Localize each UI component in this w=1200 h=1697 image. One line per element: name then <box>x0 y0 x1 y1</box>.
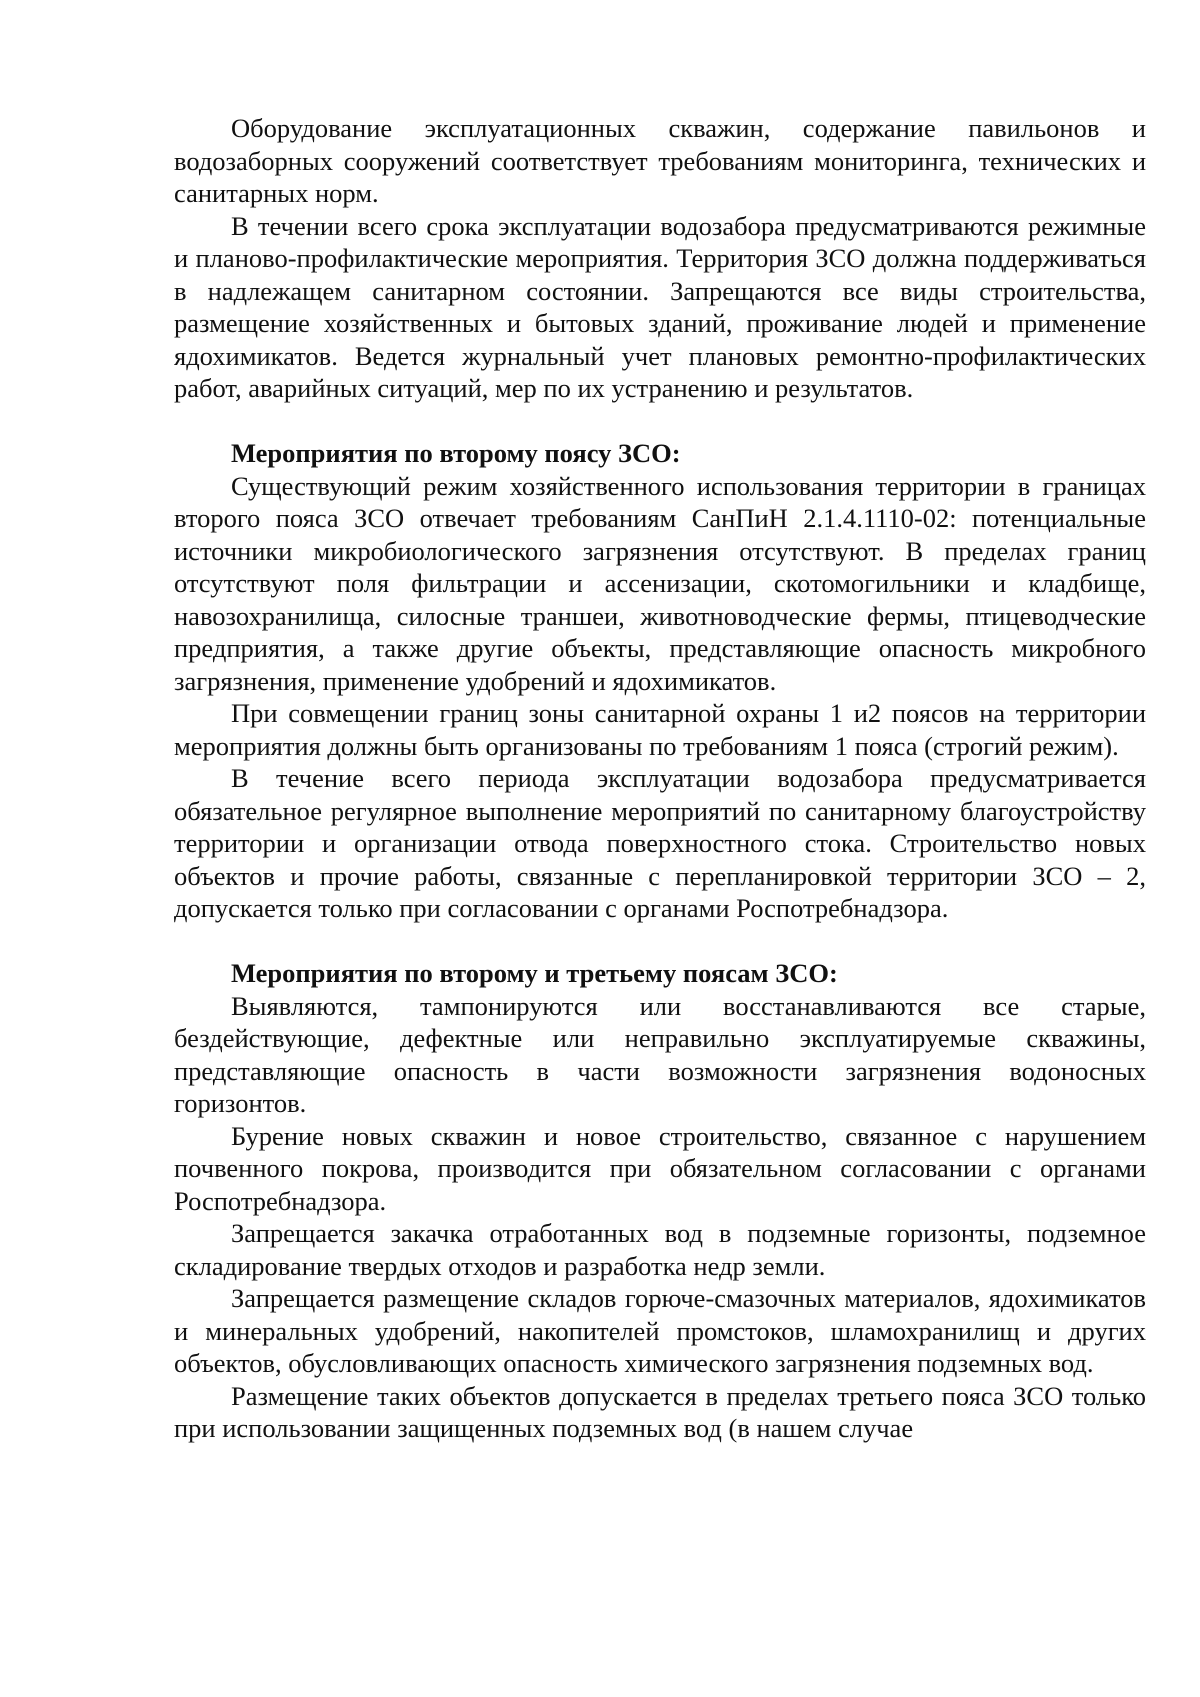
paragraph-improvement: В течение всего периода эксплуатации водозабора предусматривается обязательное регулярное выполнение мероприятий по санитарному благоустройству территории и организации отвода поверхностного стока. Строительство новых объектов и прочие работы, связанные с перепланировкой территории ЗСО – 2, допускается только при согласовании с органами Роспотребнадзора. <box>174 763 1146 923</box>
paragraph-wells: Выявляются, тампонируются или восстанавливаются все старые, бездействующие, дефектные или неправильно эксплуатируемые скважины, представляющие опасность в части возможности загрязнения водоносных горизонтов. <box>174 990 1146 1118</box>
heading-second-belt: Мероприятия по второму поясу ЗСО: <box>231 438 681 468</box>
document-page <box>174 112 1146 1445</box>
paragraph-placement: Размещение таких объектов допускается в пределах третьего пояса ЗСО только при использовании защищенных подземных вод (в нашем случае <box>174 1380 1146 1443</box>
paragraph-drilling: Бурение новых скважин и новое строительство, связанное с нарушением почвенного покрова, производится при обязательном согласовании с органами Роспотребнадзора. <box>174 1120 1146 1216</box>
paragraph-equipment: Оборудование эксплуатационных скважин, содержание павильонов и водозаборных сооружений соответствует требованиям мониторинга, технических и санитарных норм. <box>174 113 1146 208</box>
paragraph-injection-ban: Запрещается закачка отработанных вод в подземные горизонты, подземное складирование твердых отходов и разработка недр земли. <box>174 1218 1146 1281</box>
paragraph-storage-ban: Запрещается размещение складов горюче-смазочных материалов, ядохимикатов и минеральных удобрений, накопителей промстоков, шламохранилищ и других объектов, обусловливающих опасность химического загрязнения подземных вод. <box>174 1283 1146 1378</box>
spacer <box>174 405 1146 438</box>
heading-second-third-belts: Мероприятия по второму и третьему поясам ЗСО: <box>231 958 838 988</box>
paragraph-existing-regime: Существующий режим хозяйственного использования территории в границах второго пояса ЗСО отвечает требованиям СанПиН 2.1.4.1110-02: потенциальные источники микробиологического загрязнения отсутствуют. В пределах границ отсутствуют поля фильтрации и ассенизации, скотомогильники и кладбище, навозохранилища, силосные траншеи, животноводческие фермы, птицеводческие предприятия, а также другие объекты, представляющие опасность микробного загрязнения, применение удобрений и ядохимикатов. <box>174 470 1146 696</box>
paragraph-boundary-combination: При совмещении границ зоны санитарной охраны 1 и2 поясов на территории мероприятия должны быть организованы по требованиям 1 пояса (строгий режим). <box>174 698 1146 761</box>
spacer <box>174 925 1146 958</box>
paragraph-operation-regime: В течении всего срока эксплуатации водозабора предусматриваются режимные и планово-профилактические мероприятия. Территория ЗСО должна поддерживаться в надлежащем санитарном состоянии. Запрещаются все виды строительства, размещение хозяйственных и бытовых зданий, проживание людей и применение ядохимикатов. Ведется журнальный учет плановых ремонтно-профилактических работ, аварийных ситуаций, мер по их устранению и результатов. <box>174 210 1146 403</box>
